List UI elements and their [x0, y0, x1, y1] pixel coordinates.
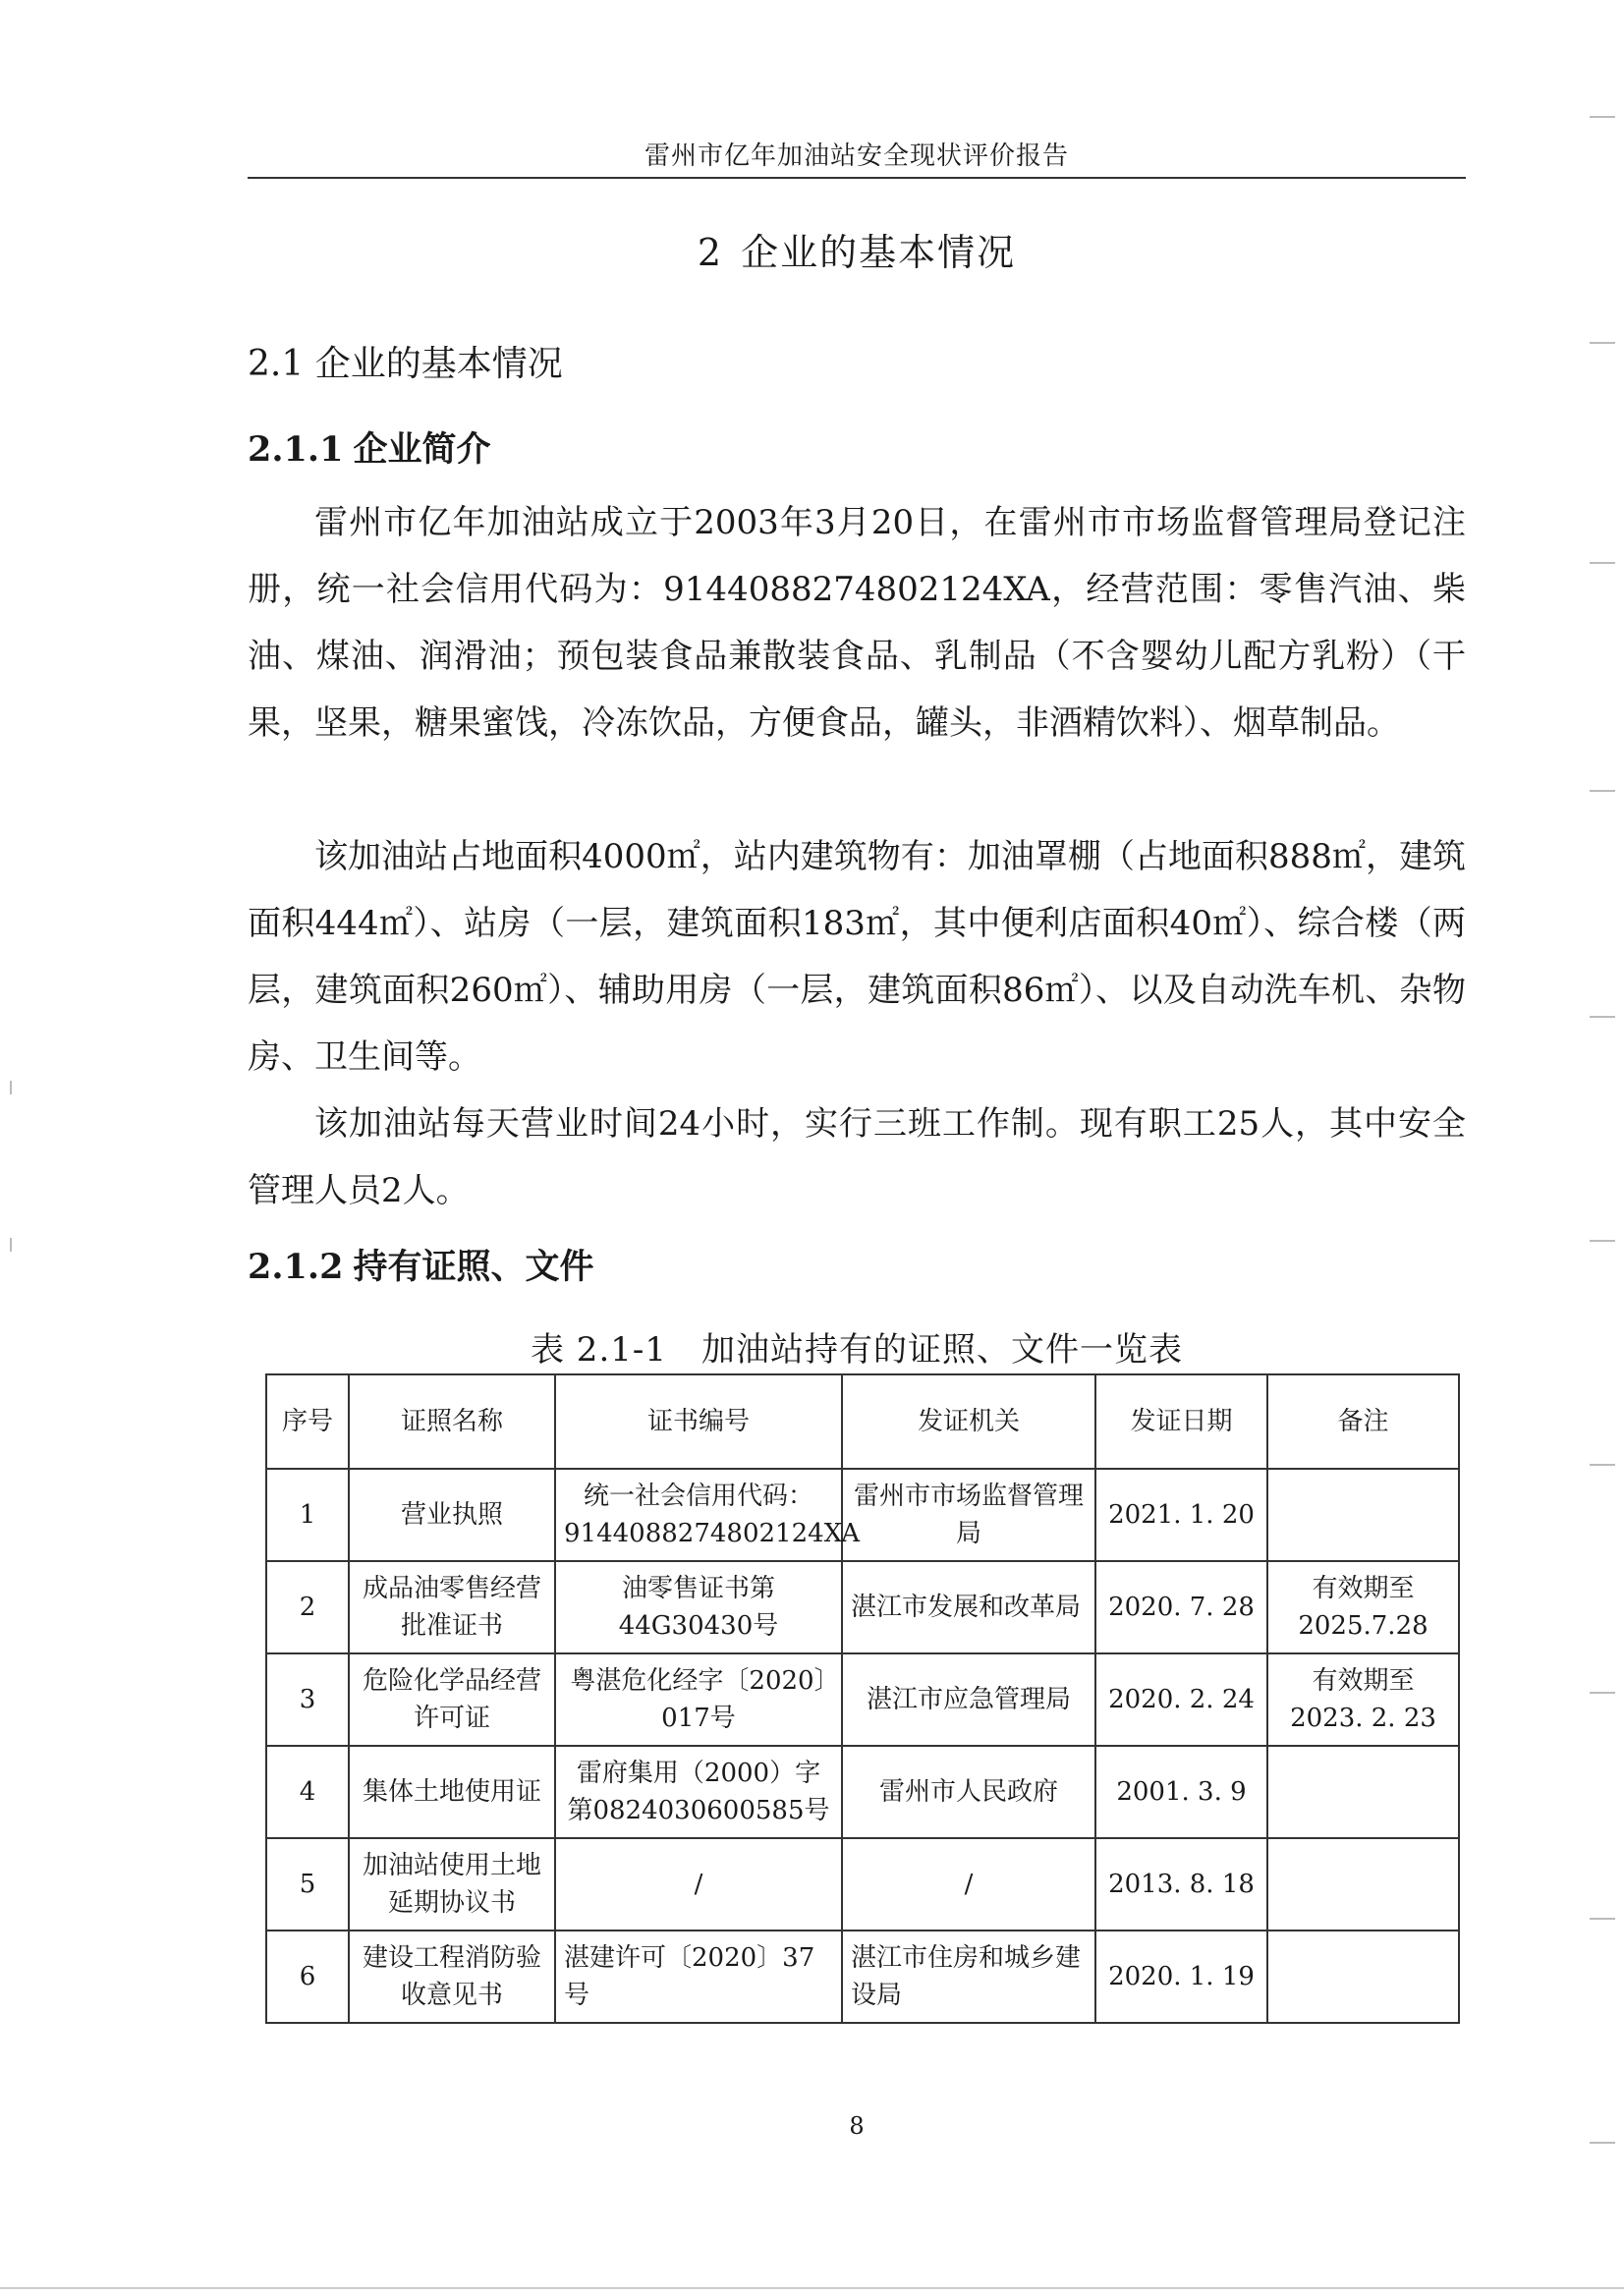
table-cell [1267, 1469, 1459, 1561]
table-cell: / [555, 1838, 842, 1931]
table-cell [1267, 1746, 1459, 1838]
column-header: 序号 [266, 1374, 349, 1469]
table-cell: 危险化学品经营许可证 [349, 1653, 555, 1746]
table-cell: 1 [266, 1469, 349, 1561]
table-cell: 湛建许可〔2020〕37号 [555, 1931, 842, 2023]
margin-tick [1590, 1016, 1615, 1018]
chapter-title-text: 企业的基本情况 [741, 231, 1017, 274]
section-heading: 2.1 企业的基本情况 [248, 344, 563, 384]
paragraph-company-intro: 雷州市亿年加油站成立于2003年3月20日，在雷州市市场监督管理局登记注册，统一社会信用代码为：9144088274802124XA，经营范围：零售汽油、柴油、煤油、润滑油；预包装食品兼散装食品、乳制品（不含婴幼儿配方乳粉）（干果，坚果，糖果蜜饯，冷冻饮品，方便食品，罐头，非酒精饮料）、烟草制品。 [248, 503, 1466, 743]
table-cell: 3 [266, 1653, 349, 1746]
table-cell: 集体土地使用证 [349, 1746, 555, 1838]
table-cell: 油零售证书第44G30430号 [555, 1561, 842, 1653]
table-cell [1267, 1838, 1459, 1931]
table-cell: 建设工程消防验收意见书 [349, 1931, 555, 2023]
table-caption: 表 2.1-1 加油站持有的证照、文件一览表 [531, 1330, 1183, 1370]
certificates-table [265, 1373, 1460, 2024]
margin-tick [1590, 790, 1615, 792]
scan-mark [10, 1081, 12, 1094]
table-cell: 2020. 1. 19 [1095, 1931, 1267, 2023]
scan-mark [10, 1238, 12, 1252]
margin-tick [1590, 116, 1615, 118]
table-cell: 成品油零售经营批准证书 [349, 1561, 555, 1653]
table-row [266, 1653, 1459, 1746]
table-cell: 统一社会信用代码：9144088274802124XA [555, 1469, 842, 1561]
column-header: 发证日期 [1095, 1374, 1267, 1469]
margin-tick [1590, 562, 1615, 564]
chapter-number: 2 [697, 231, 724, 274]
table-cell: 2013. 8. 18 [1095, 1838, 1267, 1931]
table-cell: 2021. 1. 20 [1095, 1469, 1267, 1561]
page-number: 8 [849, 2112, 865, 2140]
table-cell: 2 [266, 1561, 349, 1653]
table-cell: 有效期至2025.7.28 [1267, 1561, 1459, 1653]
margin-tick [1590, 1918, 1615, 1920]
margin-tick [1590, 1240, 1615, 1242]
table-cell: 雷州市市场监督管理局 [842, 1469, 1095, 1561]
table-row [266, 1469, 1459, 1561]
table-cell: 湛江市发展和改革局 [842, 1561, 1095, 1653]
subsection-heading-intro [248, 422, 490, 472]
scan-edge [0, 2287, 1624, 2289]
table-cell: 湛江市住房和城乡建设局 [842, 1931, 1095, 2023]
table-cell: 2020. 7. 28 [1095, 1561, 1267, 1653]
running-header: 雷州市亿年加油站安全现状评价报告 [644, 141, 1069, 171]
margin-tick [1590, 2142, 1615, 2144]
table-cell: / [842, 1838, 1095, 1931]
subsection-number: 2.1.2 [248, 1247, 344, 1287]
table-cell: 雷府集用（2000）字第0824030600585号 [555, 1746, 842, 1838]
table-header-row [266, 1374, 1459, 1469]
table-row [266, 1746, 1459, 1838]
table-cell: 加油站使用土地延期协议书 [349, 1838, 555, 1931]
table-cell: 6 [266, 1931, 349, 2023]
subsection-heading-certificates [248, 1240, 593, 1289]
table-row [266, 1838, 1459, 1931]
column-header: 证照名称 [349, 1374, 555, 1469]
table-cell: 湛江市应急管理局 [842, 1653, 1095, 1746]
subsection-title: 持有证照、文件 [353, 1247, 594, 1287]
table-cell: 4 [266, 1746, 349, 1838]
table-cell: 2020. 2. 24 [1095, 1653, 1267, 1746]
column-header: 发证机关 [842, 1374, 1095, 1469]
table-cell: 营业执照 [349, 1469, 555, 1561]
table-cell: 2001. 3. 9 [1095, 1746, 1267, 1838]
column-header: 证书编号 [555, 1374, 842, 1469]
margin-tick [1590, 1464, 1615, 1466]
chapter-title [248, 222, 1466, 276]
table-cell [1267, 1931, 1459, 2023]
table-cell: 有效期至2023. 2. 23 [1267, 1653, 1459, 1746]
subsection-number: 2.1.1 [248, 429, 344, 470]
paragraph-site-area: 该加油站占地面积4000㎡，站内建筑物有：加油罩棚（占地面积888㎡，建筑面积444㎡）、站房（一层，建筑面积183㎡，其中便利店面积40㎡）、综合楼（两层，建筑面积260㎡）、辅助用房（一层，建筑面积86㎡）、以及自动洗车机、杂物房、卫生间等。 [248, 837, 1466, 1077]
table-cell: 粤湛危化经字〔2020〕017号 [555, 1653, 842, 1746]
column-header: 备注 [1267, 1374, 1459, 1469]
table-cell: 5 [266, 1838, 349, 1931]
table-cell: 雷州市人民政府 [842, 1746, 1095, 1838]
table-row [266, 1561, 1459, 1653]
subsection-title: 企业简介 [353, 429, 491, 470]
header-divider [248, 177, 1466, 179]
margin-tick [1590, 1692, 1615, 1694]
paragraph-operations: 该加油站每天营业时间24小时，实行三班工作制。现有职工25人，其中安全管理人员2人。 [248, 1104, 1466, 1210]
margin-tick [1590, 342, 1615, 344]
table-row [266, 1931, 1459, 2023]
